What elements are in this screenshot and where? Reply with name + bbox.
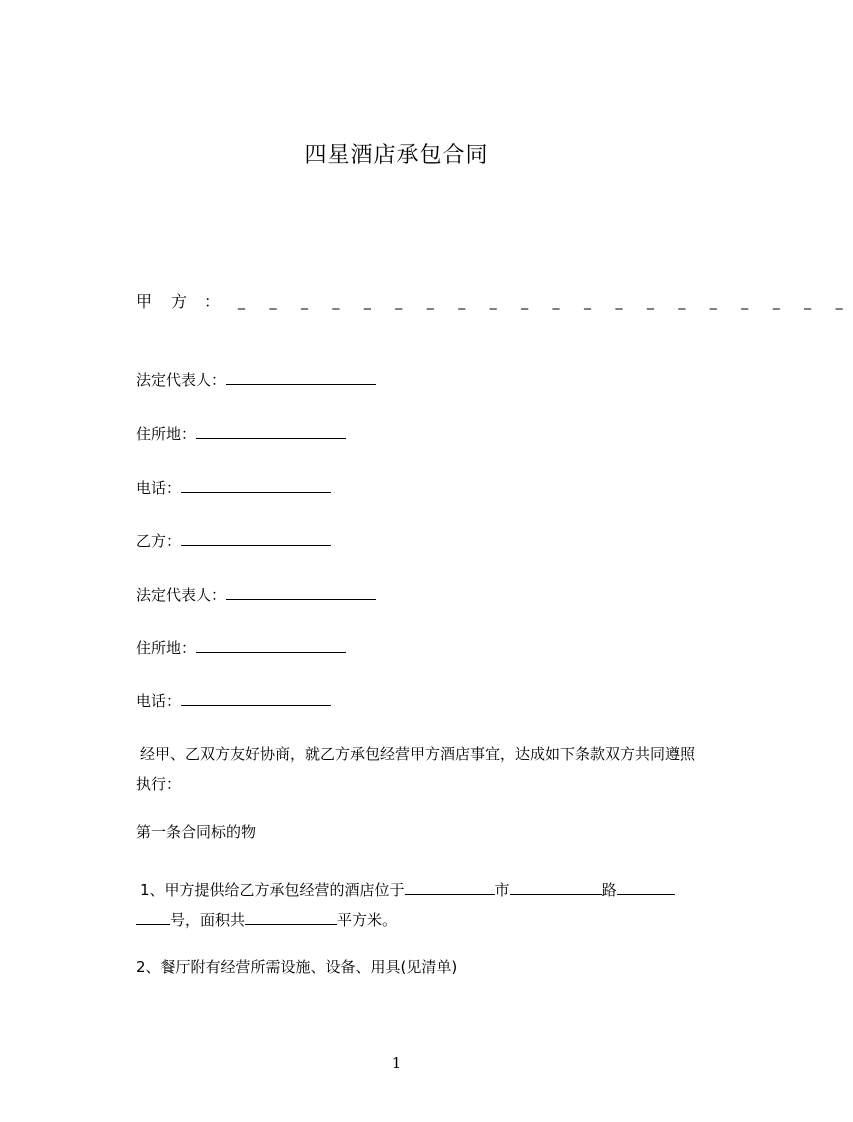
party-b-address-label: 住所地： [136, 639, 197, 657]
clause-1-road: 路 [601, 881, 617, 899]
party-a-legal-rep-line [136, 369, 376, 391]
party-b-legal-rep-label: 法定代表人： [136, 586, 227, 604]
document-title: 四星酒店承包合同 [304, 143, 489, 168]
party-a-phone-label: 电话： [136, 479, 182, 497]
clause-1-number: 号，面积共 [170, 911, 246, 929]
party-a-legal-rep-label: 法定代表人： [136, 371, 227, 389]
clause-1-area-blank [245, 909, 337, 925]
party-a-phone-line [136, 477, 331, 499]
intro-paragraph: 经甲、乙双方友好协商，就乙方承包经营甲方酒店事宜，达成如下条款双方共同遵照执行： [136, 745, 696, 793]
party-a-phone-blank [181, 477, 331, 493]
party-a-colon: ： [204, 292, 221, 311]
party-a-blank: _ _ _ _ _ _ _ _ _ _ _ _ _ _ _ _ _ _ _ _ [238, 294, 853, 310]
page-number: 1 [391, 1054, 402, 1072]
party-a-address-label: 住所地： [136, 425, 197, 443]
article-1-title: 第一条合同标的物 [136, 823, 257, 841]
party-a-legal-rep-blank [226, 369, 376, 385]
party-a-char-2: 方 [171, 292, 188, 311]
party-b-label: 乙方： [136, 532, 182, 550]
clause-1-part1: 1、甲方提供给乙方承包经营的酒店位于 [140, 881, 405, 899]
clause-1-area-unit: 平方米。 [337, 911, 398, 929]
party-b-line [136, 530, 331, 552]
party-a-address-blank [196, 423, 346, 439]
clause-1-paragraph [136, 875, 702, 935]
party-b-phone-blank [181, 690, 331, 706]
party-a-line [136, 291, 853, 313]
clause-1-number-blank-a [617, 879, 675, 895]
party-b-phone-line [136, 690, 331, 712]
clause-1-road-blank [510, 879, 602, 895]
party-a-char-1: 甲 [136, 292, 153, 311]
clause-1-city-blank [405, 879, 495, 895]
party-b-phone-label: 电话： [136, 692, 182, 710]
party-b-address-blank [196, 637, 346, 653]
clause-1-number-blank-b [136, 909, 170, 925]
party-b-address-line [136, 637, 346, 659]
party-a-address-line [136, 423, 346, 445]
party-b-blank [181, 530, 331, 546]
clause-2: 2、餐厅附有经营所需设施、设备、用具(见清单) [136, 958, 458, 976]
party-b-legal-rep-line [136, 584, 376, 606]
party-b-legal-rep-blank [226, 584, 376, 600]
clause-1-city: 市 [494, 881, 510, 899]
